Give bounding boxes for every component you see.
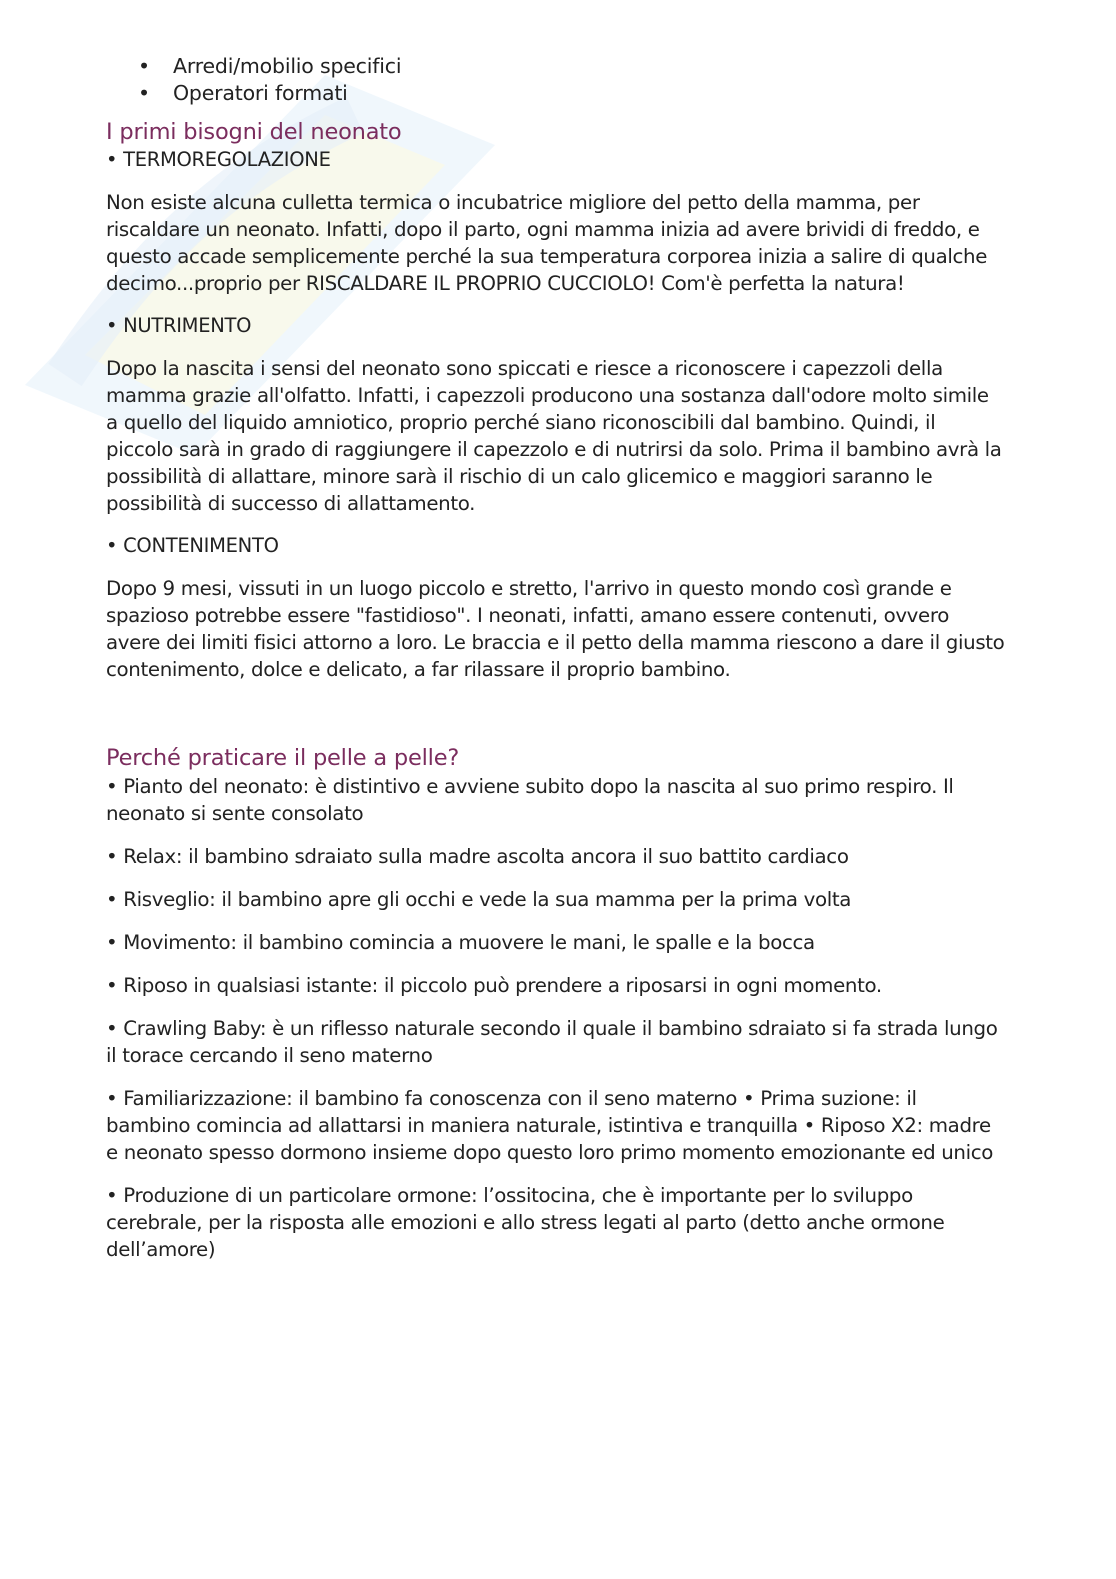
bullet-marker: •: [138, 54, 150, 78]
paragraph-nutrimento: Dopo la nascita i sensi del neonato sono spiccati e riesce a riconoscere i capezzoli della mamma grazie all'olfatto. Infatti, i capezzoli producono una sostanza dall'odore molto simile a quello del liquido amniotico, proprio perché siano riconoscibili dal bambino. Quindi, il piccolo sarà in grado di raggiungere il capezzolo e di nutrirsi da solo. Prima il bambino avrà la possibilità di allattare, minore sarà il rischio di un calo glicemico e maggiori saranno le possibilità di successo di allattamento.: [106, 357, 1002, 515]
block-label-termoregolazione: • TERMOREGOLAZIONE: [106, 148, 331, 171]
list-item: • Riposo in qualsiasi istante: il piccolo può prendere a riposarsi in ogni momento.: [106, 974, 882, 997]
document-page: [106, 53, 1006, 1263]
list-item: • Crawling Baby: è un riflesso naturale secondo il quale il bambino sdraiato si fa strada lungo il torace cercando il seno materno: [106, 1017, 998, 1067]
bullet-marker: •: [138, 81, 150, 105]
block-label-contenimento: • CONTENIMENTO: [106, 534, 279, 557]
list-item: [106, 53, 1006, 80]
list-item-text: Arredi/mobilio specifici: [173, 54, 402, 78]
list-item: • Pianto del neonato: è distintivo e avviene subito dopo la nascita al suo primo respiro. Il neonato si sente consolato: [106, 775, 954, 825]
block-label-nutrimento: • NUTRIMENTO: [106, 314, 252, 337]
top-bullet-list: [106, 53, 1006, 107]
section-heading-needs: I primi bisogni del neonato: [106, 119, 402, 145]
list-item: • Risveglio: il bambino apre gli occhi e vede la sua mamma per la prima volta: [106, 888, 852, 911]
section-heading-skin-to-skin: Perché praticare il pelle a pelle?: [106, 745, 460, 771]
list-item: • Familiarizzazione: il bambino fa conoscenza con il seno materno • Prima suzione: il bambino comincia ad allattarsi in maniera naturale, istintiva e tranquilla • Riposo X2: madre e neonato spesso dormono insieme dopo questo loro primo momento emozionante ed unico: [106, 1087, 994, 1164]
list-item: • Relax: il bambino sdraiato sulla madre ascolta ancora il suo battito cardiaco: [106, 845, 849, 868]
list-item: • Movimento: il bambino comincia a muovere le mani, le spalle e la bocca: [106, 931, 815, 954]
paragraph-termoregolazione: Non esiste alcuna culletta termica o incubatrice migliore del petto della mamma, per riscaldare un neonato. Infatti, dopo il parto, ogni mamma inizia ad avere brividi di freddo, e questo accade semplicemente perché la sua temperatura corporea inizia a salire di qualche decimo...proprio per RISCALDARE IL PROPRIO CUCCIOLO! Com'è perfetta la natura!: [106, 191, 988, 295]
paragraph-contenimento: Dopo 9 mesi, vissuti in un luogo piccolo e stretto, l'arrivo in questo mondo così grande e spazioso potrebbe essere "fastidioso". I neonati, infatti, amano essere contenuti, ovvero avere dei limiti fisici attorno a loro. Le braccia e il petto della mamma riescono a dare il giusto contenimento, dolce e delicato, a far rilassare il proprio bambino.: [106, 577, 1005, 681]
list-item-text: Operatori formati: [173, 81, 348, 105]
list-item: • Produzione di un particolare ormone: l’ossitocina, che è importante per lo sviluppo cerebrale, per la risposta alle emozioni e allo stress legati al parto (detto anche ormone dell’amore): [106, 1184, 945, 1261]
list-item: [106, 80, 1006, 107]
